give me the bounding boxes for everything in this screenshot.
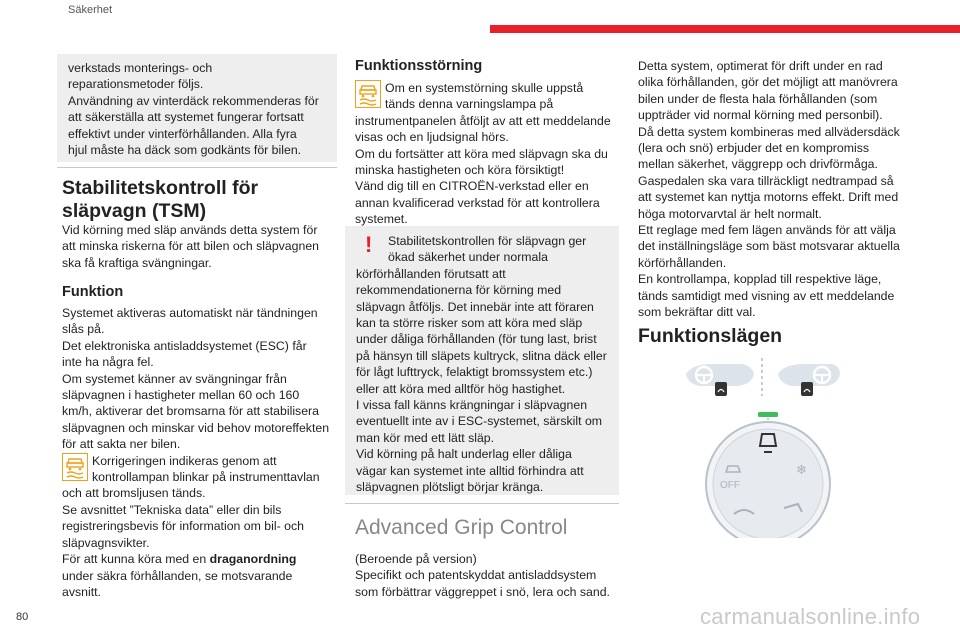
dial-off-label: OFF (720, 480, 740, 491)
text-line: Detta system, optimerat för drift under en rad (638, 59, 883, 73)
header-accent-bar (490, 25, 960, 33)
text-line: höga motorvarvtal är helt normalt. (638, 206, 822, 221)
text-line: instrumentpanelen åtföljt av att ett meddelande (355, 113, 611, 128)
text-line: systemet. (355, 212, 408, 227)
icon-paragraph (355, 80, 623, 113)
tsm-intro (62, 222, 342, 271)
text-line: Specifikt och patentskyddat antisladdsystem (355, 568, 597, 583)
text-line: släpvagnsvikter. (62, 535, 150, 550)
note-line: effektivt under vinterförhållanden. Alla fyra (68, 126, 297, 141)
watermark: carmanualsonline.info (700, 604, 921, 629)
bold-term: draganordning (209, 552, 297, 567)
text-line: det inställningsläge som bäst motsvarar aktuella (638, 239, 900, 254)
text-line: olika förhållanden, gör det möjligt att manövrera (638, 75, 898, 90)
note-line: reparationsmetoder följs. (68, 77, 204, 92)
agc-title: Advanced Grip Control (355, 516, 568, 539)
text-line: tänds denna varningslampa på (385, 97, 554, 112)
funktion-text (62, 305, 342, 600)
warning-exclamation-icon: ! (365, 232, 373, 257)
text-line: Systemet aktiveras automatiskt när tändningen (62, 306, 318, 320)
text-line: ökad säkerhet under normala (388, 250, 548, 265)
text-line: släpvagn åtföljs. Det innebär inte att föraren (356, 299, 594, 314)
text-line: kontrollampan blinkar på instrumenttavlan (92, 470, 320, 485)
text-line: Gaspedalen ska vara tillräckligt nedtrampad så (638, 173, 894, 188)
divider (345, 503, 619, 504)
text-line: registreringsbevis för information om bil- och (62, 519, 304, 534)
text-line: annan kvalificerad verkstad för att kontrollera (355, 195, 600, 210)
text-line: mellan säkerhet, väggrepp och drivförmåga. (638, 157, 878, 172)
intro-line: ska få kraftiga svängningar. (62, 255, 212, 270)
tsm-title-line2: släpvagn (TSM) (62, 200, 207, 222)
text-line: Vänd dig till en CITROËN-verkstad eller en (355, 179, 589, 194)
intro-line: Vid körning med släp används detta system för (62, 223, 318, 237)
text-line: En kontrollampa, kopplad till respektive läge, (638, 272, 882, 287)
text-line: som bekräftar ditt val. (638, 305, 756, 320)
text-line: vägar kan systemet inte alltid förhindra att (356, 463, 584, 478)
text-line: km/h, aktiverar det bromsarna för att stabilisera (62, 404, 319, 419)
text-line: Om du fortsätter att köra med släpvagn ska du (355, 146, 608, 161)
text-line: avsnitt. (62, 584, 101, 599)
tsm-title-line1: Stabilitetskontroll för (62, 177, 259, 199)
text-line: Korrigeringen indikeras genom att (92, 453, 277, 468)
text-line: eller att köra med alltför hög hastighet. (356, 381, 566, 396)
funktionslagen-heading: Funktionslägen (638, 325, 783, 347)
agc-indicator-panels-illustration (682, 356, 842, 400)
note-line: verkstads monterings- och (68, 61, 213, 75)
text-line: under dåliga förhållanden (för tung last, brist (356, 332, 597, 347)
text-line: för att sakta ner bilen. (62, 437, 181, 452)
text-line: Om systemet känner av svängningar från (62, 371, 287, 386)
intro-line: att minska riskerna för att bilen och släpvagnen (62, 239, 320, 254)
text-line: inte ha några fel. (62, 355, 154, 370)
text-line: Ett reglage med fem lägen används för att välja (638, 223, 896, 238)
text-line: slås på. (62, 322, 105, 337)
note-line: att säkerställa att systemet fungerar fortsatt (68, 110, 304, 125)
text-line: Om en systemstörning skulle uppstå (385, 81, 584, 95)
funktion-heading: Funktion (62, 284, 124, 300)
column-3-text (638, 58, 900, 321)
agc-mode-selector-dial-illustration (698, 408, 838, 538)
text-line: släpvagnen och minskar vid behov motoreffekten (62, 420, 330, 435)
funktionsstorning-heading: Funktionsstörning (355, 58, 483, 74)
snowflake-icon: ❄ (796, 463, 807, 478)
note-line: hjul måste ha däck som godkänts för bilen. (68, 143, 302, 158)
text-line: Det elektroniska antisladdsystemet (ESC) får (62, 338, 307, 353)
note-box-text (68, 60, 343, 158)
column-1 (68, 60, 343, 158)
warning-text (356, 233, 618, 496)
text-line: Se avsnittet ”Tekniska data” eller din bils (62, 502, 282, 517)
text-line: för lågt lufttryck, felaktigt bromssystem etc.) (356, 365, 593, 380)
text-line: släpvagnen i hastigheter mellan 60 och 160 (62, 388, 300, 403)
note-line: Användning av vinterdäck rekommenderas för (68, 93, 319, 108)
text-line-with-bold (62, 551, 342, 567)
text-line: Vid körning på halt underlag eller dåliga (356, 447, 572, 462)
text-line: minska hastigheten och köra försiktigt! (355, 163, 565, 178)
text-line: man kör med ett lätt släp. (356, 430, 495, 445)
text-line: och att bromsljusen tänds. (62, 486, 206, 501)
text-line: som förbättrar väggreppet i snö, lera och sand. (355, 584, 610, 599)
text-line: tänds samtidigt med visning av ett meddelande (638, 288, 895, 303)
malfunction-text (355, 80, 623, 228)
text-line: Stabilitetskontrollen för släpvagn ger (388, 234, 587, 248)
tsm-section (62, 177, 342, 223)
text-line: bilen under de flesta hala förhållanden (som (638, 91, 878, 106)
text-line: på hänsyn till släpets kultryck, slitna däck eller (356, 348, 607, 363)
text-line: rekommendationerna för körning med (356, 283, 562, 298)
text-line: körförhållanden förutsatt att (356, 266, 506, 281)
divider (57, 167, 337, 168)
text-line: kan ta större risker som att köra med släp (356, 316, 583, 331)
text-line: uppträder vid normal körning med personbil). (638, 108, 883, 123)
text-line: (lera och snö) erbjuder det en kompromiss (638, 141, 870, 156)
header-section-title: Säkerhet (68, 4, 113, 16)
page-number: 80 (16, 611, 29, 623)
text-line: I vissa fall känns krängningar i släpvagnen (356, 398, 588, 413)
text-span: För att kunna köra med en (62, 552, 210, 567)
text-line: (Beroende på version) (355, 552, 477, 566)
text-line: släpvagnen plötsligt börjar kränga. (356, 480, 544, 495)
text-line: Då detta system kombineras med allvädersdäck (638, 124, 900, 139)
trailer-stability-warning-icon (355, 80, 381, 108)
agc-text (355, 551, 623, 600)
trailer-stability-warning-icon (62, 453, 88, 481)
icon-paragraph (62, 453, 342, 486)
text-line: eventuellt inte av i ESC-systemet, särskilt om (356, 414, 603, 429)
text-line: körförhållanden. (638, 255, 727, 270)
text-line: under säkra förhållanden, se motsvarande (62, 568, 293, 583)
text-line: att systemet kan nyttja motorns effekt. Drift med (638, 190, 899, 205)
text-line: visas och en ljudsignal hörs. (355, 130, 509, 145)
